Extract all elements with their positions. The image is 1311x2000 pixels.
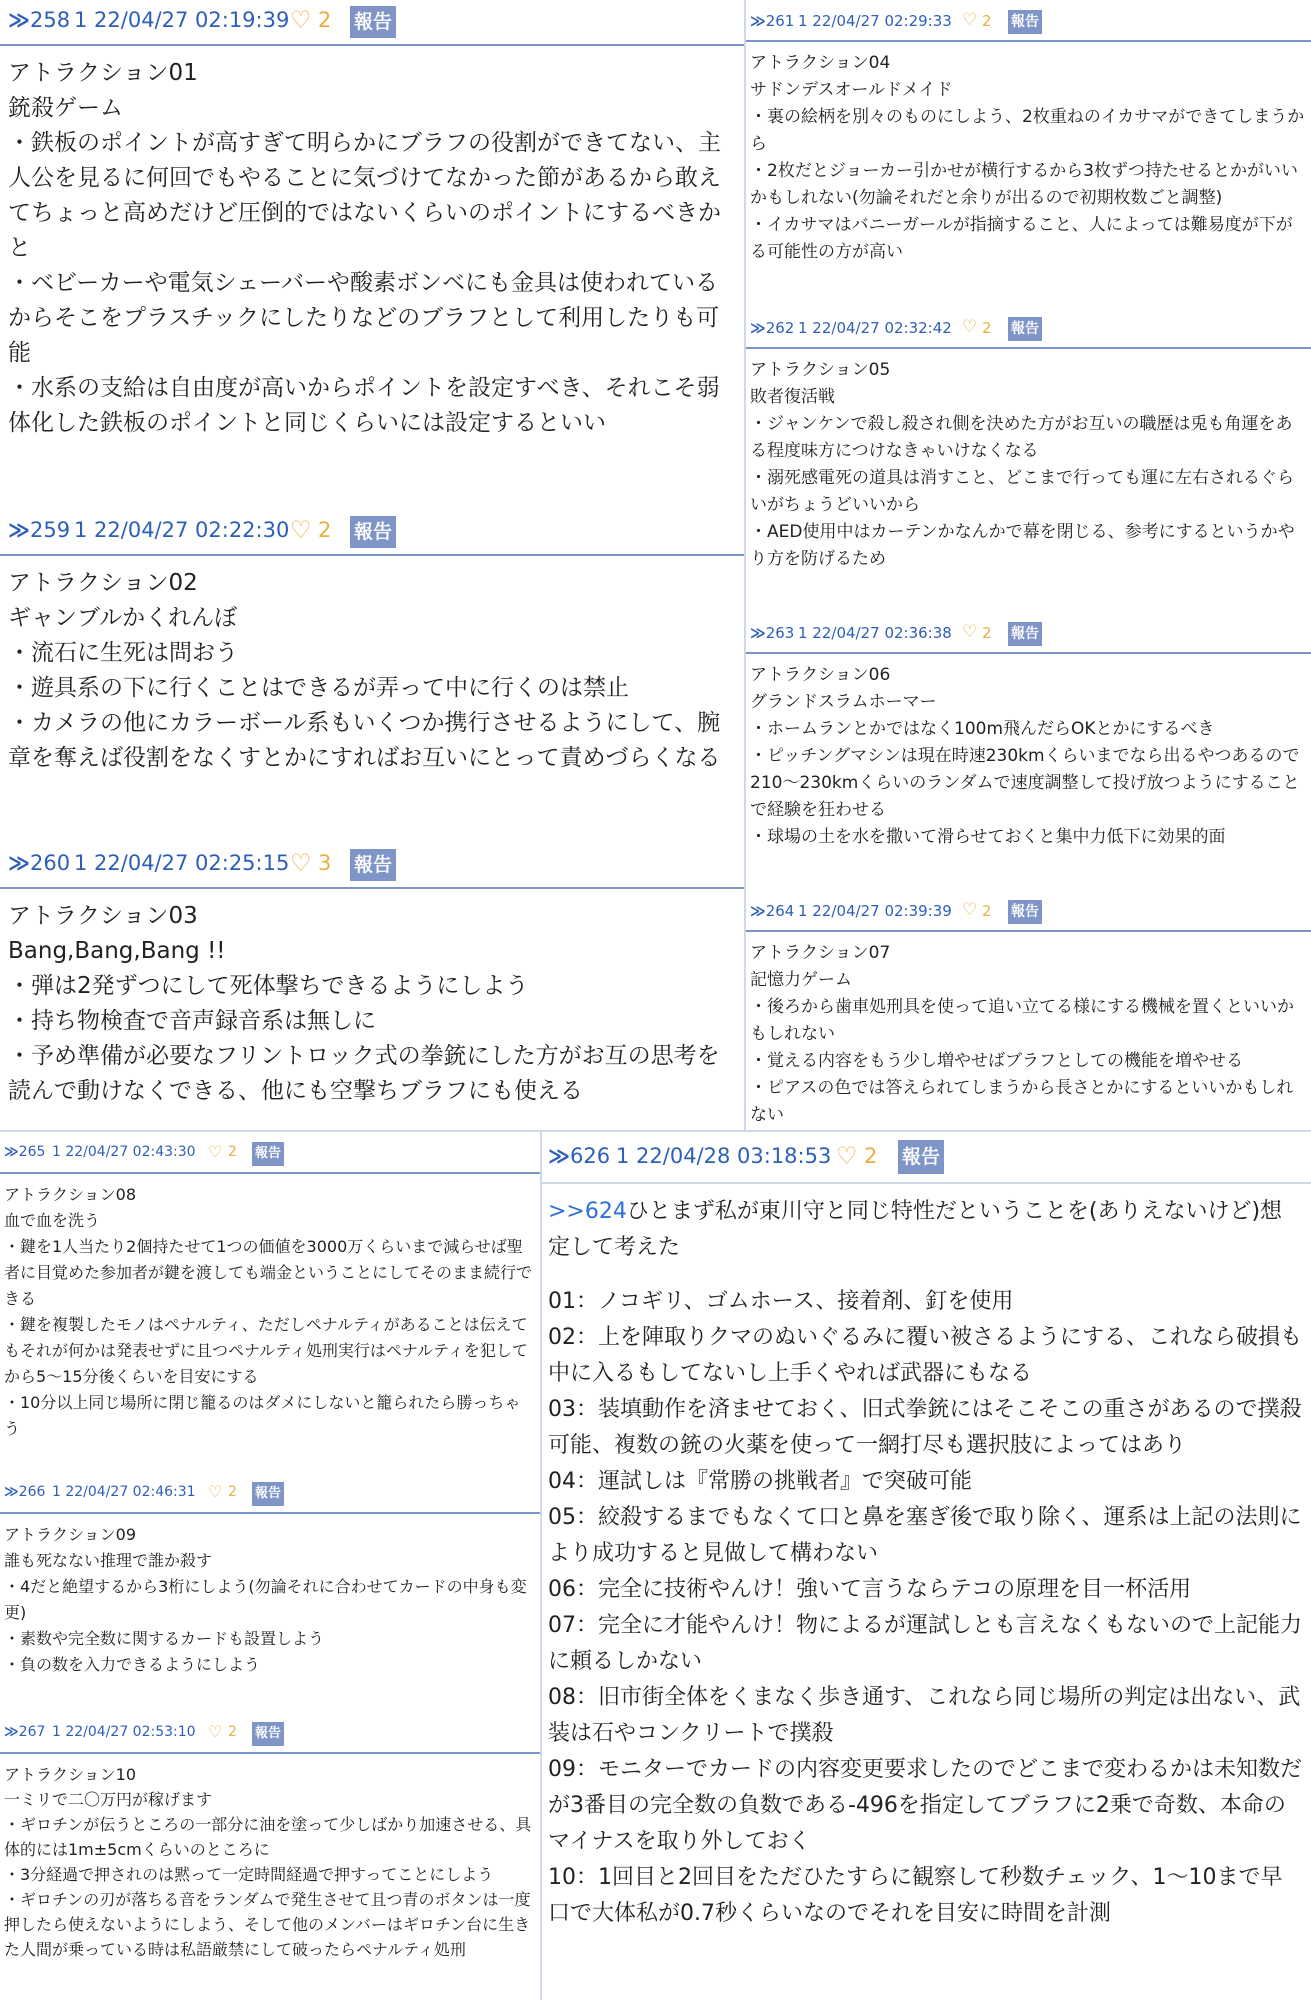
heart-icon[interactable]: ♡ — [962, 622, 978, 642]
answer-item: 10：1回目と2回目をただひたすらに観察して秒数チェック、1〜10まで早口で大体私が0.7秒くらいなのでそれを目安に時間を計測 — [548, 1865, 1283, 1926]
post-header — [0, 843, 744, 889]
post-number: 260 — [29, 851, 71, 875]
attraction-title: アトラクション09 — [4, 1525, 137, 1544]
answer-item: 09：モニターでカードの内容変更要求したのでどこまで変わるかは未知数だが3番目の完全数の負数である-496を指定してブラフに2乗で奇数、本命のマイナスを取り外しておく — [548, 1757, 1302, 1854]
game-name: ギャンブルかくれんぼ — [8, 605, 238, 631]
heart-icon[interactable]: ♡ — [290, 6, 312, 34]
reply-arrow-icon[interactable]: ≫267 — [4, 1724, 46, 1740]
like-count: 2 — [982, 902, 992, 920]
report-button[interactable]: 報告 — [350, 849, 396, 881]
post-header — [746, 0, 1311, 42]
heart-icon[interactable]: ♡ — [208, 1142, 223, 1161]
intro-text: ひとまず私が東川守と同じ特性だということを(ありえないけど)想定して考えた — [548, 1199, 1283, 1260]
post-meta: 1 22/04/27 02:29:33 — [798, 12, 952, 30]
post-header — [542, 1132, 1311, 1184]
bullet-item: ・ギロチンの刃が落ちる音をランダムで発生させて且つ青のボタンは一度押したら使えないようにしよう、そして他のメンバーはギロチン台に生きた人間が乗っている時は私語厳禁にして破ったらペナルティ処刑 — [4, 1890, 531, 1959]
bullet-item: ・ピアスの色では答えられてしまうから長さとかにするといいかもしれない — [750, 1078, 1294, 1125]
post-body — [746, 349, 1311, 573]
bullet-item: ・負の数を入力できるようにしよう — [4, 1655, 261, 1674]
post-body — [0, 889, 744, 1109]
post-meta: 1 22/04/27 02:36:38 — [798, 624, 952, 642]
post-header — [0, 1472, 540, 1514]
game-name: 銃殺ゲーム — [8, 95, 123, 121]
report-button[interactable]: 報告 — [898, 1140, 944, 1174]
reply-arrow-icon[interactable]: ≫626 — [548, 1144, 611, 1168]
like-count: 2 — [228, 1144, 237, 1160]
post-258 — [0, 0, 744, 520]
bullet-item: ・イカサマはバニーガールが指摘すること、人によっては難易度が下がる可能性の方が高い — [750, 215, 1293, 262]
answer-item: 03：装填動作を済ませておく、旧式拳銃にはそこそこの重さがあるので撲殺可能、複数の銃の火薬を使って一網打尽も選択肢によってはあり — [548, 1397, 1302, 1458]
bullet-item: ・水系の支給は自由度が高いからポイントを設定すべき、それこそ弱体化した鉄板のポイントと同じくらいには設定するといい — [8, 375, 720, 436]
post-number: 263 — [765, 624, 795, 642]
heart-icon[interactable]: ♡ — [962, 317, 978, 337]
reply-arrow-icon[interactable]: ≫259 — [8, 518, 71, 542]
post-meta: 1 22/04/27 02:19:39 — [74, 8, 290, 32]
attraction-title: アトラクション06 — [750, 665, 891, 685]
heart-icon[interactable]: ♡ — [962, 10, 978, 30]
post-264 — [746, 890, 1311, 1130]
answer-item: 02：上を陣取りクマのぬいぐるみに覆い被さるようにする、これなら破損も中に入るもしてないし上手くやれば武器にもなる — [548, 1325, 1302, 1386]
reply-arrow-icon[interactable]: ≫261 — [750, 12, 795, 30]
post-header — [0, 1132, 540, 1174]
bullet-item: ・ホームランとかではなく100m飛んだらOKとかにするべき — [750, 719, 1215, 739]
attraction-title: アトラクション01 — [8, 60, 198, 86]
reply-arrow-icon[interactable]: ≫265 — [4, 1144, 46, 1160]
answer-item: 08：旧市街全体をくまなく歩き通す、これなら同じ場所の判定は出ない、武装は石やコンクリートで撲殺 — [548, 1685, 1301, 1746]
bullet-item: ・AED使用中はカーテンかなんかで幕を閉じる、参考にするというかやり方を防げるため — [750, 522, 1295, 569]
post-number: 267 — [18, 1724, 46, 1740]
report-button[interactable]: 報告 — [252, 1722, 284, 1746]
post-626 — [542, 1132, 1311, 2000]
bullet-item: ・裏の絵柄を別々のものにしよう、2枚重ねのイカサマができてしまうから — [750, 107, 1305, 154]
reply-arrow-icon[interactable]: ≫263 — [750, 624, 795, 642]
bullet-item: ・10分以上同じ場所に閉じ籠るのはダメにしないと籠られたら勝っちゃう — [4, 1393, 521, 1438]
post-meta: 1 22/04/27 02:32:42 — [798, 319, 952, 337]
reply-link[interactable]: >>624 — [548, 1199, 627, 1224]
bullet-item: ・ギロチンが伝うところの一部分に油を塗って少しばかり加速させる、具体的には1m±5cmくらいのところに — [4, 1815, 532, 1859]
answer-item: 04：運試しは『常勝の挑戦者』で突破可能 — [548, 1469, 972, 1494]
post-meta: 1 22/04/27 02:46:31 — [52, 1484, 196, 1500]
post-262 — [746, 307, 1311, 612]
post-259 — [0, 510, 744, 860]
post-header — [746, 307, 1311, 349]
answer-item: 01：ノコギリ、ゴムホース、接着剤、釘を使用 — [548, 1289, 1014, 1314]
bullet-item: ・3分経過で押されのは黙って一定時間経過で押すってことにしよう — [4, 1865, 494, 1884]
post-header — [0, 0, 744, 46]
report-button[interactable]: 報告 — [1008, 622, 1042, 646]
post-266 — [0, 1472, 540, 1712]
right-top-column — [746, 0, 1311, 1130]
bullet-item: ・鍵を複製したモノはペナルティ、ただしペナルティがあることは伝えてもそれが何かは発表せずに且つペナルティ処刑実行はペナルティを犯してから5〜15分後くらいを目安にする — [4, 1315, 528, 1386]
post-body — [542, 1184, 1311, 1932]
post-number: 265 — [18, 1144, 46, 1160]
heart-icon[interactable]: ♡ — [836, 1142, 858, 1170]
report-button[interactable]: 報告 — [350, 6, 396, 38]
game-name: 記憶力ゲーム — [750, 970, 852, 990]
game-name: Bang,Bang,Bang !! — [8, 938, 226, 964]
answer-item: 06：完全に技術やんけ！強いて言うならテコの原理を目一杯活用 — [548, 1577, 1192, 1602]
bullet-item: ・持ち物検査で音声録音系は無しに — [8, 1008, 376, 1034]
post-meta: 1 22/04/27 02:43:30 — [52, 1144, 196, 1160]
bullet-item: ・素数や完全数に関するカードも設置しよう — [4, 1629, 325, 1648]
attraction-title: アトラクション02 — [8, 570, 198, 596]
answer-item: 07：完全に才能やんけ！物によるが運試しとも言えなくもないので上記能力に頼るしかない — [548, 1613, 1302, 1674]
post-265 — [0, 1132, 540, 1472]
post-meta: 1 22/04/27 02:39:39 — [798, 902, 952, 920]
post-number: 259 — [29, 518, 71, 542]
post-header — [0, 510, 744, 556]
post-body — [0, 556, 744, 776]
attraction-title: アトラクション04 — [750, 53, 891, 73]
like-count: 2 — [982, 319, 992, 337]
heart-icon[interactable]: ♡ — [290, 849, 312, 877]
bullet-item: ・ジャンケンで殺し殺され側を決めた方がお互いの職歴は兎も角運をある程度味方につけなきゃいけなくなる — [750, 414, 1293, 461]
post-body — [746, 932, 1311, 1129]
report-button[interactable]: 報告 — [1008, 10, 1042, 34]
post-intro — [548, 1194, 1303, 1266]
post-meta: 1 22/04/28 03:18:53 — [616, 1144, 832, 1168]
like-count: 2 — [228, 1724, 237, 1740]
post-header — [746, 890, 1311, 932]
post-body — [0, 1174, 540, 1442]
attraction-title: アトラクション08 — [4, 1185, 137, 1204]
bullet-item: ・流石に生死は問おう — [8, 640, 238, 666]
bullet-item: ・球場の土を水を撒いて滑らせておくと集中力低下に効果的面 — [750, 827, 1226, 847]
post-263 — [746, 612, 1311, 890]
like-count: 2 — [982, 624, 992, 642]
post-header — [0, 1712, 540, 1754]
bullet-item: ・4だと絶望するから3桁にしよう(勿論それに合わせてカードの中身も変更) — [4, 1577, 527, 1622]
bullet-item: ・弾は2発ずつにして死体撃ちできるようにしよう — [8, 973, 529, 999]
post-260 — [0, 843, 744, 1130]
left-top-column — [0, 0, 744, 1130]
bullet-item: ・遊具系の下に行くことはできるが弄って中に行くのは禁止 — [8, 675, 629, 701]
post-header — [746, 612, 1311, 654]
bullet-item: ・溺死感電死の道具は消すこと、どこまで行っても運に左右されるぐらいがちょうどいいから — [750, 468, 1294, 515]
like-count: 2 — [318, 518, 332, 542]
game-name: 血で血を洗う — [4, 1211, 101, 1230]
post-body — [0, 1514, 540, 1678]
bullet-item: ・予め準備が必要なフリントロック式の拳銃にした方がお互の思考を読んで動けなくできる、他にも空撃ちブラフにも使える — [8, 1043, 720, 1104]
heart-icon[interactable]: ♡ — [962, 900, 978, 920]
post-number: 261 — [765, 12, 795, 30]
bullet-item: ・覚える内容をもう少し増やせばブラフとしての機能を増やせる — [750, 1051, 1243, 1071]
report-button[interactable]: 報告 — [252, 1142, 284, 1166]
game-name: 敗者復活戦 — [750, 387, 835, 407]
attraction-title: アトラクション10 — [4, 1765, 137, 1784]
heart-icon[interactable]: ♡ — [290, 516, 312, 544]
post-number: 258 — [29, 8, 71, 32]
post-number: 266 — [18, 1484, 46, 1500]
report-button[interactable]: 報告 — [350, 516, 396, 548]
attraction-title: アトラクション05 — [750, 360, 891, 380]
game-name: サドンデスオールドメイド — [750, 80, 953, 100]
post-meta: 1 22/04/27 02:25:15 — [74, 851, 290, 875]
game-name: グランドスラムホーマー — [750, 692, 937, 712]
bullet-item: ・後ろから歯車処刑具を使って追い立てる様にする機械を置くといいかもしれない — [750, 997, 1294, 1044]
like-count: 2 — [318, 8, 332, 32]
right-bottom-column — [542, 1132, 1311, 2000]
post-number: 262 — [765, 319, 795, 337]
heart-icon[interactable]: ♡ — [208, 1722, 223, 1741]
reply-arrow-icon[interactable]: ≫262 — [750, 319, 795, 337]
reply-arrow-icon[interactable]: ≫266 — [4, 1484, 46, 1500]
post-number: 264 — [765, 902, 795, 920]
report-button[interactable]: 報告 — [252, 1482, 284, 1506]
bullet-item: ・2枚だとジョーカー引かせが横行するから3枚ずつ持たせるとかがいいかもしれない(勿論それだと余りが出るので初期枚数ごと調整) — [750, 161, 1298, 208]
bullet-item: ・鍵を1人当たり2個持たせて1つの価値を3000万くらいまで減らせば聖者に目覚めた参加者が鍵を渡しても端金ということにしてそのまま続行できる — [4, 1237, 533, 1308]
bullet-item: ・ベビーカーや電気シェーバーや酸素ボンベにも金具は使われているからそこをプラスチックにしたりなどのブラフとして利用したりも可能 — [8, 270, 720, 366]
like-count: 2 — [864, 1144, 878, 1168]
bullet-item: ・ピッチングマシンは現在時速230kmくらいまでなら出るやつあるので210〜230kmくらいのランダムで速度調整して投げ放つようにすることで経験を狂わせる — [750, 746, 1300, 820]
heart-icon[interactable]: ♡ — [208, 1482, 223, 1501]
post-body — [746, 42, 1311, 266]
attraction-title: アトラクション07 — [750, 943, 891, 963]
report-button[interactable]: 報告 — [1008, 900, 1042, 924]
post-267 — [0, 1712, 540, 2000]
post-body — [0, 46, 744, 441]
post-meta: 1 22/04/27 02:53:10 — [52, 1724, 196, 1740]
post-number: 626 — [569, 1144, 611, 1168]
post-meta: 1 22/04/27 02:22:30 — [74, 518, 290, 542]
attraction-title: アトラクション03 — [8, 903, 198, 929]
answer-item: 05：絞殺するまでもなくて口と鼻を塞ぎ後で取り除く、運系は上記の法則により成功すると見做して構わない — [548, 1505, 1302, 1566]
reply-arrow-icon[interactable]: ≫264 — [750, 902, 795, 920]
game-name: 一ミリで二〇万円が稼げます — [4, 1790, 213, 1809]
post-261 — [746, 0, 1311, 305]
bullet-item: ・カメラの他にカラーボール系もいくつか携行させるようにして、腕章を奪えば役割をなくすとかにすればお互いにとって責めづらくなる — [8, 710, 721, 771]
post-body — [0, 1754, 540, 1962]
left-bottom-column — [0, 1132, 540, 2000]
reply-arrow-icon[interactable]: ≫260 — [8, 851, 71, 875]
bullet-item: ・鉄板のポイントが高すぎて明らかにブラフの役割ができてない、主人公を見るに何回でもやることに気づけてなかった節があるから敢えてちょっと高めだけど圧倒的ではないくらいのポイントにするべきかと — [8, 130, 721, 261]
report-button[interactable]: 報告 — [1008, 317, 1042, 341]
like-count: 2 — [982, 12, 992, 30]
game-name: 誰も死なない推理で誰か殺す — [4, 1551, 213, 1570]
post-body — [746, 654, 1311, 851]
reply-arrow-icon[interactable]: ≫258 — [8, 8, 71, 32]
like-count: 3 — [318, 851, 332, 875]
like-count: 2 — [228, 1484, 237, 1500]
